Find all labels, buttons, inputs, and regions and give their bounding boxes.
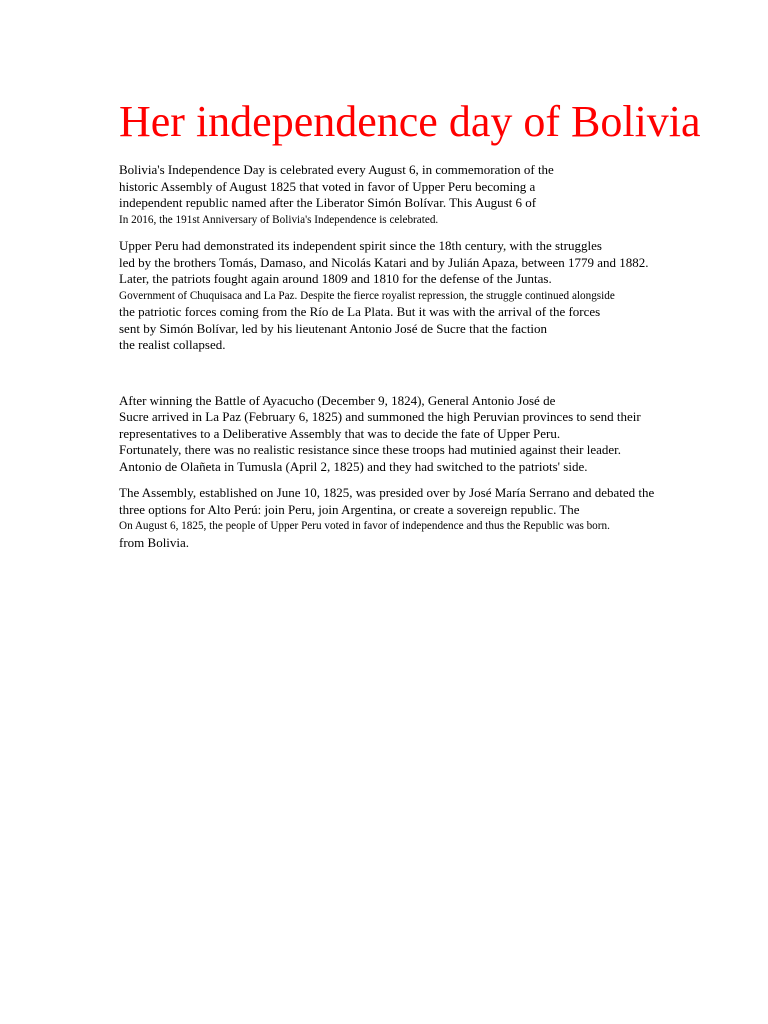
paragraph-line: three options for Alto Perú: join Peru, join Argentina, or create a sovereign republic. The: [119, 501, 580, 517]
paragraph-line: In 2016, the 191st Anniversary of Bolivia's Independence is celebrated.: [119, 213, 439, 226]
paragraph-ayacucho: [119, 393, 719, 476]
document-page: [119, 96, 719, 551]
paragraph-line: independent republic named after the Liberator Simón Bolívar. This August 6 of: [119, 195, 537, 210]
paragraph-line: Bolivia's Independence Day is celebrated every August 6, in commemoration of the: [119, 162, 554, 177]
paragraph-line: representatives to a Deliberative Assembly that was to decide the fate of Upper Peru.: [119, 425, 561, 441]
paragraph-line: Upper Peru had demonstrated its independent spirit since the 18th century, with the struggles: [119, 238, 602, 253]
paragraph-line: from Bolivia.: [119, 534, 190, 550]
paragraph-line: Sucre arrived in La Paz (February 6, 1825) and summoned the high Peruvian provinces to send their: [119, 409, 641, 424]
paragraph-history: [119, 238, 719, 354]
paragraph-line: Later, the patriots fought again around 1809 and 1810 for the defense of the Juntas.: [119, 271, 552, 286]
paragraph-line: led by the brothers Tomás, Damaso, and Nicolás Katari and by Julián Apaza, between 1779 and 1882.: [119, 254, 649, 270]
document-title: Her independence day of Bolivia: [119, 97, 701, 146]
paragraph-line: the patriotic forces coming from the Río de La Plata. But it was with the arrival of the forces: [119, 304, 601, 319]
paragraph-line: After winning the Battle of Ayacucho (December 9, 1824), General Antonio José de: [119, 392, 556, 408]
paragraph-line: On August 6, 1825, the people of Upper Peru voted in favor of independence and thus the Republic was born.: [119, 520, 610, 532]
paragraph-line: historic Assembly of August 1825 that voted in favor of Upper Peru becoming a: [119, 178, 536, 194]
paragraph-line: Fortunately, there was no realistic resistance since these troops had mutinied against their leader.: [119, 442, 622, 457]
paragraph-intro: [119, 162, 719, 228]
paragraph-line: sent by Simón Bolívar, led by his lieutenant Antonio José de Sucre that the faction: [119, 320, 548, 336]
paragraph-line: the realist collapsed.: [119, 337, 226, 352]
paragraph-line: Antonio de Olañeta in Tumusla (April 2, 1825) and they had switched to the patriots' side.: [119, 458, 588, 474]
paragraph-assembly: [119, 485, 719, 551]
paragraph-line: Government of Chuquisaca and La Paz. Despite the fierce royalist repression, the struggle continued alongside: [119, 289, 615, 302]
paragraph-line: The Assembly, established on June 10, 1825, was presided over by José María Serrano and debated the: [119, 485, 655, 500]
